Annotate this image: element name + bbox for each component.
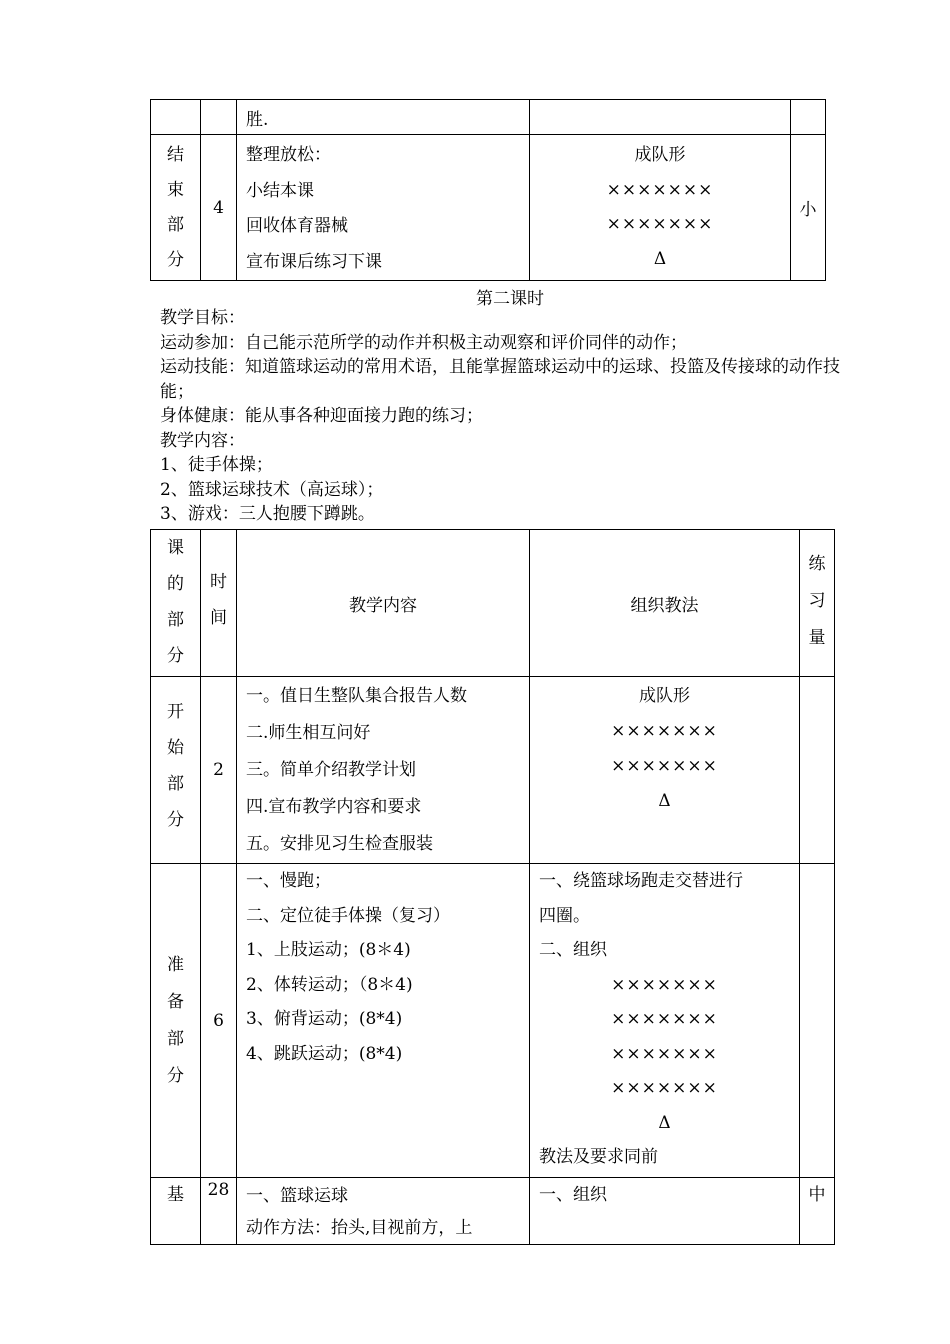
table-row-prep <box>151 864 835 1178</box>
time-cell: 2 <box>201 677 237 864</box>
objective-line: 3、游戏：三人抱腰下蹲跳。 <box>160 504 375 524</box>
org-cell: 一、组织 <box>530 1178 800 1245</box>
content-cell: 一。值日生整队集合报告人数 二.师生相互问好 三。简单介绍教学计划 四.宣布教学内容和要求 五。安排见习生检查服装 <box>237 677 530 864</box>
org-cell: 成队形 ××××××× ××××××× Δ <box>530 677 800 864</box>
table-row-basic <box>151 1178 835 1245</box>
table-row <box>151 135 826 281</box>
content-cell: 胜. <box>237 100 530 135</box>
table-header-row <box>151 530 835 677</box>
org-cell: 一、绕篮球场跑走交替进行 四圈。 二、组织 ××××××× ××××××× ××××××× ××××××× Δ 教法及要求同前 <box>530 864 800 1178</box>
time-cell: 6 <box>201 864 237 1178</box>
header-org: 组织教法 <box>530 530 800 677</box>
objective-line: 运动参加：自己能示范所学的动作并积极主动观察和评价同伴的动作； <box>160 332 687 353</box>
header-content: 教学内容 <box>237 530 530 677</box>
part-label: 开 始 部 分 <box>151 677 201 864</box>
time-cell: 28 <box>201 1178 237 1245</box>
objective-line: 1、徒手体操； <box>160 455 273 475</box>
header-amount: 练 习 量 <box>800 530 835 677</box>
main-lesson-table <box>150 529 835 1245</box>
content-cell: 一、篮球运球 动作方法：抬头,目视前方，上 <box>237 1178 530 1245</box>
part-label: 结 束 部 分 <box>151 135 201 281</box>
lesson-title: 第二课时 <box>476 289 544 309</box>
top-lesson-table <box>150 99 826 281</box>
header-time: 时 间 <box>201 530 237 677</box>
time-cell: 4 <box>201 135 237 281</box>
part-label: 基 <box>151 1178 201 1245</box>
amount-cell: 小 <box>791 135 826 281</box>
part-label: 准 备 部 分 <box>151 864 201 1178</box>
org-cell: 成队形 ××××××× ××××××× Δ <box>530 135 791 281</box>
objective-line: 运动技能：知道篮球运动的常用术语，且能掌握篮球运动中的运球、投篮及传接球的动作技能； <box>160 357 840 402</box>
objective-line: 身体健康：能从事各种迎面接力跑的练习； <box>160 406 483 426</box>
objective-line: 教学内容： <box>160 430 245 451</box>
table-row <box>151 100 826 135</box>
objective-line: 教学目标： <box>160 308 245 328</box>
table-row-start <box>151 677 835 864</box>
objectives-block <box>160 306 860 527</box>
amount-cell: 中 <box>800 1178 835 1245</box>
header-part: 课 的 部 分 <box>151 530 201 677</box>
objective-line: 2、篮球运球技术（高运球）； <box>160 479 384 500</box>
content-cell: 整理放松： 小结本课 回收体育器械 宣布课后练习下课 <box>237 135 530 281</box>
content-cell: 一、慢跑； 二、定位徒手体操（复习） 1、上肢运动；(8＊4) 2、体转运动；（8＊4) 3、俯背运动；(8*4) 4、跳跃运动；(8*4) <box>237 864 530 1178</box>
